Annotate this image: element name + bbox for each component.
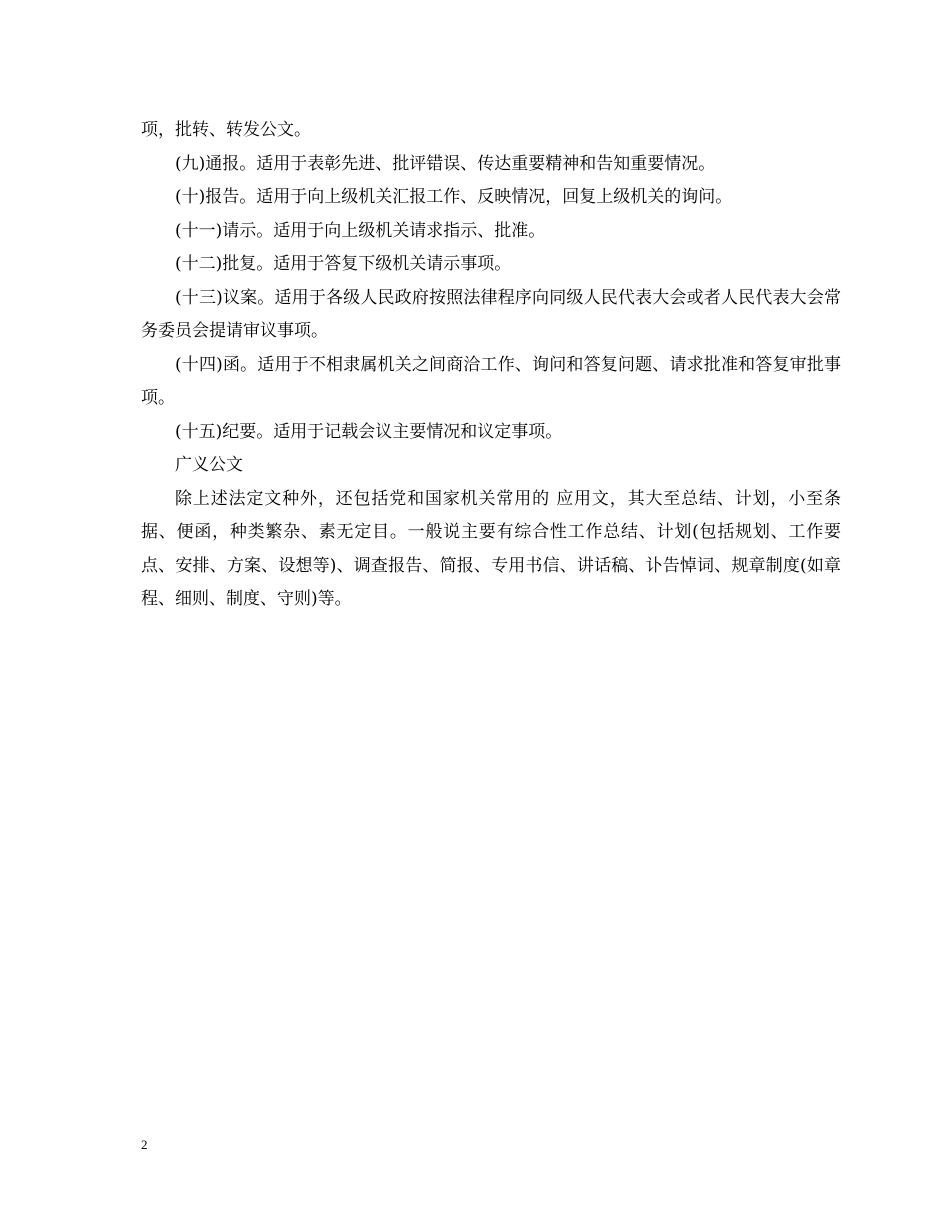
- page-number: 2: [141, 1137, 148, 1152]
- paragraph-item-10: (十)报告。适用于向上级机关汇报工作、反映情况，回复上级机关的询问。: [175, 187, 733, 207]
- paragraph-item-11: (十一)请示。适用于向上级机关请求指示、批准。: [175, 220, 546, 241]
- paragraph-item-15: (十五)纪要。适用于记载会议主要情况和议定事项。: [175, 421, 563, 442]
- document-body: [141, 114, 841, 617]
- paragraph-item-12: (十二)批复。适用于答复下级机关请示事项。: [175, 254, 512, 274]
- paragraph-broad-documents: 除上述法定文种外，还包括党和国家机关常用的 应用文，其大至总结、计划，小至条据、便函，种类繁杂、素无定目。一般说主要有综合性工作总结、计划(包括规划、工作要点、安排、方案、设想等)、调查报告、简报、专用书信、讲话稿、讣告悼词、规章制度(如章程、细则、制度、守则)等。: [141, 488, 841, 609]
- paragraph-item-9: (九)通报。适用于表彰先进、批评错误、传达重要精神和告知重要情况。: [175, 153, 716, 174]
- paragraph-continuation: 项，批转、转发公文。: [141, 120, 311, 140]
- section-heading-broad-documents: 广义公文: [175, 455, 243, 475]
- paragraph-item-14: (十四)函。适用于不相隶属机关之间商洽工作、询问和答复问题、请求批准和答复审批事项。: [141, 354, 841, 408]
- paragraph-item-13: (十三)议案。适用于各级人民政府按照法律程序向同级人民代表大会或者人民代表大会常务委员会提请审议事项。: [141, 287, 841, 341]
